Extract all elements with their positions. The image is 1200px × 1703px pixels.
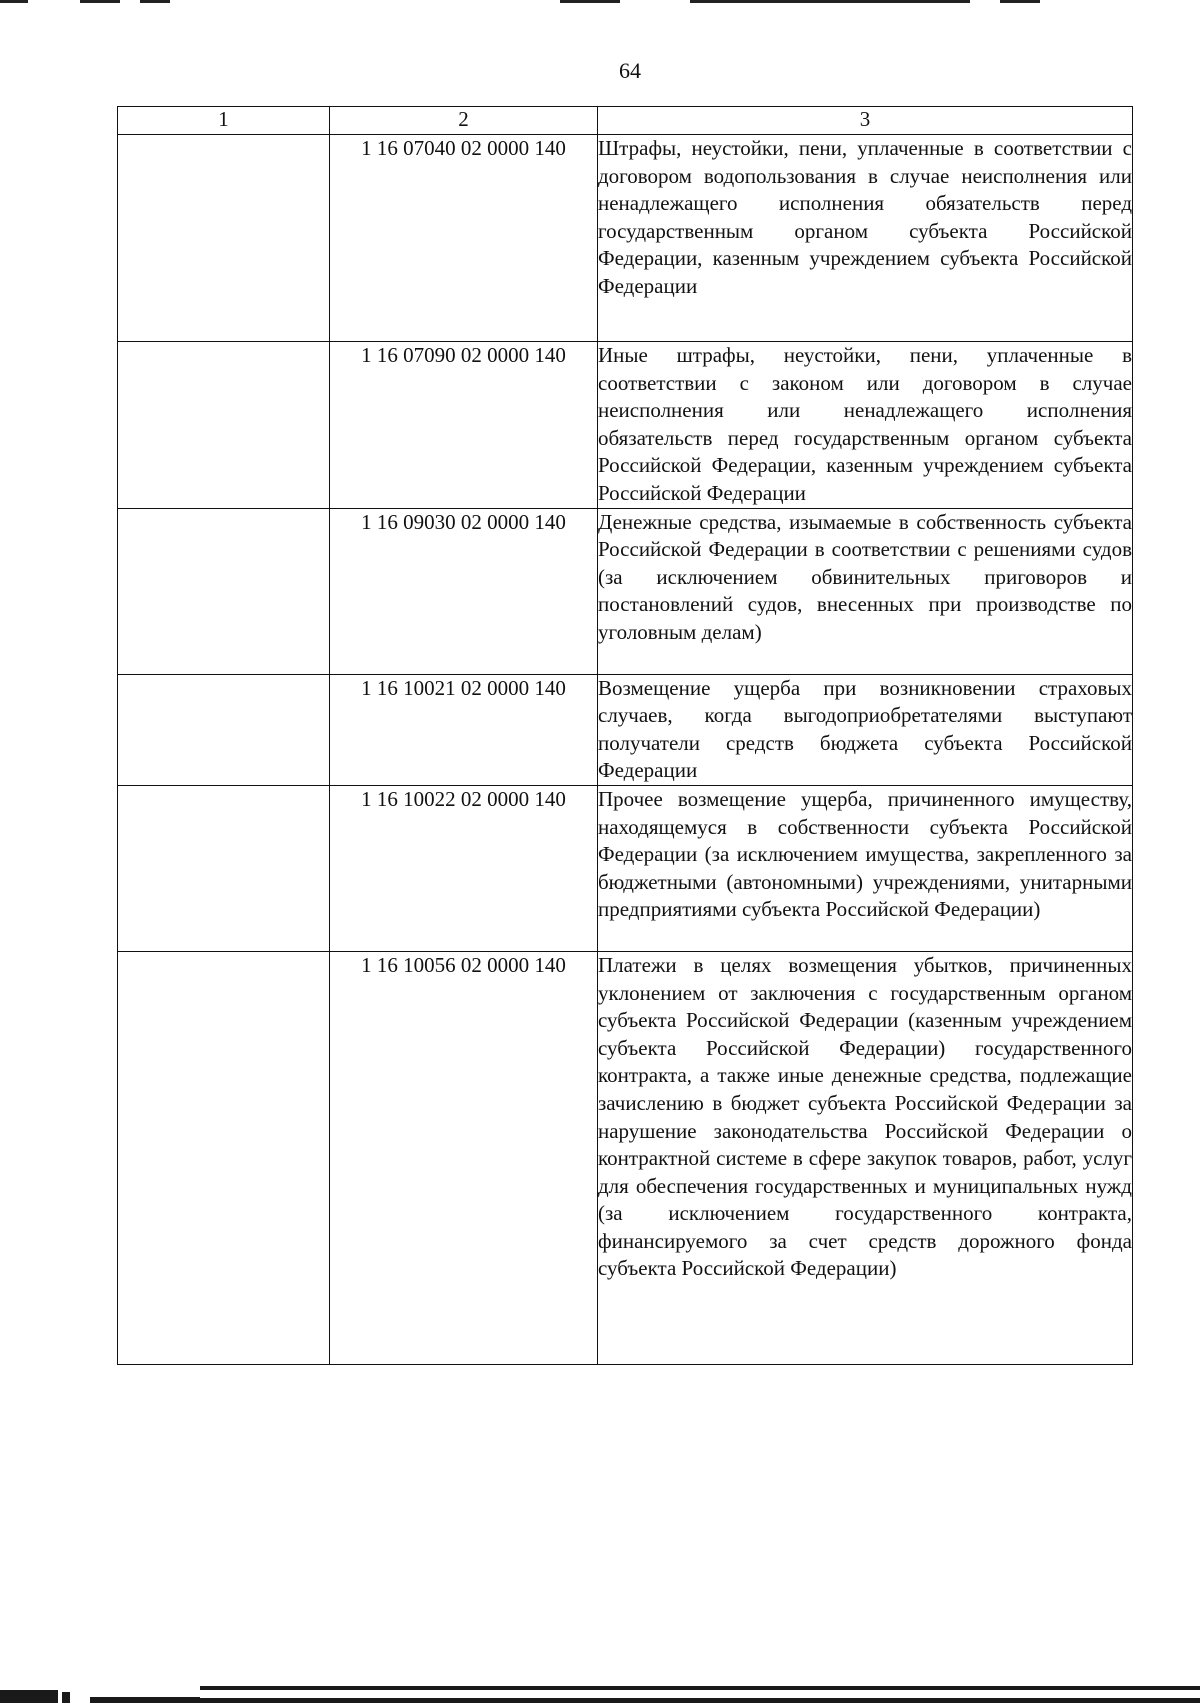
revenue-code: 1 16 10022 02 0000 140 (330, 785, 598, 951)
revenue-description: Платежи в целях возмещения убытков, причиненных уклонением от заключения с государственным органом субъекта Российской Федерации (казенным учреждением субъекта Российской Федерации) государственного контракта, а также иные денежные средства, подлежащие зачислению в бюджет субъекта Российской Федерации за нарушение законодательства Российской Федерации о контрактной системе в сфере закупок товаров, работ, услуг для обеспечения государственных и муниципальных нужд (за исключением государственного контракта, финансируемого за счет средств дорожного фонда субъекта Российской Федерации) (598, 951, 1133, 1364)
header-col-3: 3 (598, 107, 1133, 135)
revenue-description: Штрафы, неустойки, пени, уплаченные в соответствии с договором водопользования в случае неисполнения или ненадлежащего исполнения обязательств перед государственным органом субъекта Российской Федерации, казенным учреждением субъекта Российской Федерации (598, 135, 1133, 342)
table-header-row (118, 107, 1133, 135)
row-col-1 (118, 785, 330, 951)
revenue-description: Возмещение ущерба при возникновении страховых случаев, когда выгодоприобретателями выступают получатели средств бюджета субъекта Российской Федерации (598, 674, 1133, 785)
row-col-1 (118, 135, 330, 342)
row-col-1 (118, 508, 330, 674)
revenue-description: Денежные средства, изымаемые в собственность субъекта Российской Федерации в соответствии с решениями судов (за исключением обвинительных приговоров и постановлений судов, внесенных при производстве по уголовным делам) (598, 508, 1133, 674)
table-row (118, 508, 1133, 674)
revenue-description: Прочее возмещение ущерба, причиненного имуществу, находящемуся в собственности субъекта Российской Федерации (за исключением имущества, закрепленного за бюджетными (автономными) учреждениями, унитарными предприятиями субъекта Российской Федерации) (598, 785, 1133, 951)
revenue-code: 1 16 07040 02 0000 140 (330, 135, 598, 342)
revenue-code: 1 16 10021 02 0000 140 (330, 674, 598, 785)
row-col-1 (118, 674, 330, 785)
revenue-description: Иные штрафы, неустойки, пени, уплаченные в соответствии с законом или договором в случае неисполнения или ненадлежащего исполнения обязательств перед государственным органом субъекта Российской Федерации, казенным учреждением субъекта Российской Федерации (598, 342, 1133, 509)
page-number: 64 (619, 58, 641, 83)
revenue-code: 1 16 07090 02 0000 140 (330, 342, 598, 509)
row-col-1 (118, 951, 330, 1364)
header-col-1: 1 (118, 107, 330, 135)
revenue-code: 1 16 10056 02 0000 140 (330, 951, 598, 1364)
budget-codes-table (117, 106, 1133, 1365)
table-row (118, 135, 1133, 342)
header-col-2: 2 (330, 107, 598, 135)
scan-edge-top (0, 0, 1200, 6)
table-row (118, 674, 1133, 785)
table-row (118, 342, 1133, 509)
revenue-code: 1 16 09030 02 0000 140 (330, 508, 598, 674)
row-col-1 (118, 342, 330, 509)
scan-edge-bottom (0, 1684, 1200, 1703)
table-row (118, 785, 1133, 951)
table-row (118, 951, 1133, 1364)
